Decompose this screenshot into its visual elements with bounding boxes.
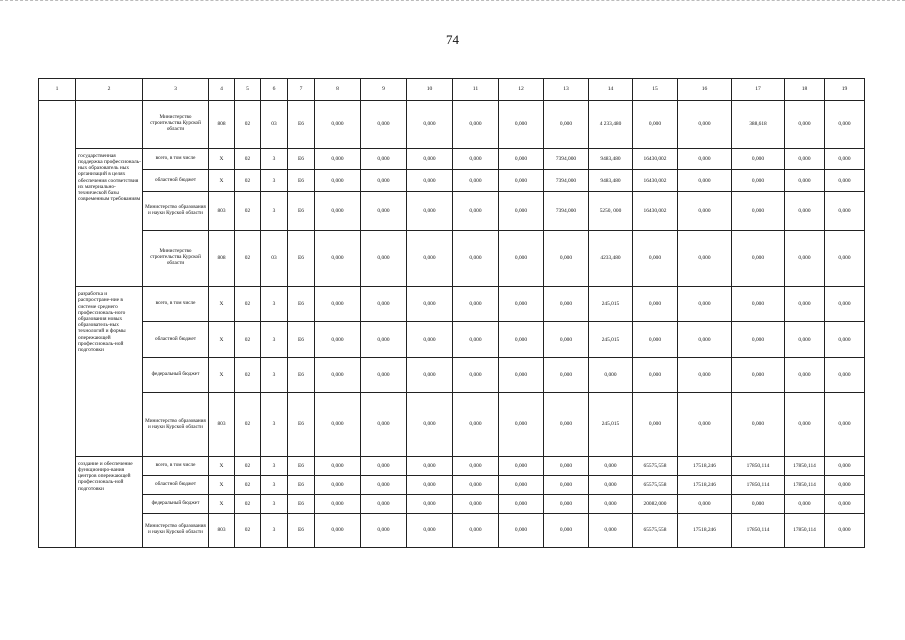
value-cell: 0,000 bbox=[315, 287, 361, 322]
column-1-cell bbox=[39, 357, 76, 392]
value-cell: 0,000 bbox=[825, 494, 865, 513]
value-cell: 4 233,480 bbox=[589, 101, 633, 149]
value-cell: 0,000 bbox=[678, 230, 732, 287]
value-cell: 9483,480 bbox=[589, 170, 633, 192]
column-header-7: 7 bbox=[288, 79, 315, 101]
value-cell: 0,000 bbox=[361, 475, 407, 494]
executor-cell: федеральный бюджет bbox=[143, 494, 209, 513]
column-header-8: 8 bbox=[315, 79, 361, 101]
value-cell: 0,000 bbox=[732, 191, 785, 230]
value-cell: 0,000 bbox=[825, 287, 865, 322]
value-cell: 0,000 bbox=[825, 170, 865, 192]
value-cell: 0,000 bbox=[633, 230, 678, 287]
value-cell: 0,000 bbox=[407, 170, 453, 192]
column-1-cell bbox=[39, 513, 76, 547]
value-cell: 65575,558 bbox=[633, 513, 678, 547]
column-header-12: 12 bbox=[499, 79, 544, 101]
value-cell: 0,000 bbox=[453, 148, 499, 170]
code-cell-c5: 02 bbox=[235, 287, 261, 322]
value-cell: 0,000 bbox=[407, 191, 453, 230]
value-cell: 0,000 bbox=[315, 456, 361, 475]
value-cell: 0,000 bbox=[315, 170, 361, 192]
value-cell: 0,000 bbox=[544, 475, 589, 494]
code-cell-c7: Е6 bbox=[288, 494, 315, 513]
table-row bbox=[39, 148, 865, 170]
value-cell: 5250, 000 bbox=[589, 191, 633, 230]
value-cell: 17850,114 bbox=[785, 456, 825, 475]
code-cell-c7: Е6 bbox=[288, 322, 315, 357]
table-row bbox=[39, 191, 865, 230]
value-cell: 0,000 bbox=[361, 357, 407, 392]
code-cell-c7: Е6 bbox=[288, 287, 315, 322]
value-cell: 0,000 bbox=[361, 101, 407, 149]
value-cell: 0,000 bbox=[453, 191, 499, 230]
value-cell: 0,000 bbox=[544, 101, 589, 149]
column-header-14: 14 bbox=[589, 79, 633, 101]
value-cell: 17850,114 bbox=[785, 475, 825, 494]
value-cell: 0,000 bbox=[499, 494, 544, 513]
value-cell: 0,000 bbox=[732, 148, 785, 170]
value-cell: 0,000 bbox=[361, 287, 407, 322]
column-1-cell bbox=[39, 494, 76, 513]
table-row bbox=[39, 101, 865, 149]
value-cell: 0,000 bbox=[825, 230, 865, 287]
value-cell: 0,000 bbox=[315, 322, 361, 357]
value-cell: 0,000 bbox=[678, 148, 732, 170]
value-cell: 0,000 bbox=[633, 287, 678, 322]
table-row bbox=[39, 475, 865, 494]
column-header-5: 5 bbox=[235, 79, 261, 101]
value-cell: 0,000 bbox=[732, 494, 785, 513]
value-cell: 0,000 bbox=[361, 494, 407, 513]
code-cell-c4: X bbox=[209, 475, 235, 494]
code-cell-c4: X bbox=[209, 322, 235, 357]
column-1-cell bbox=[39, 170, 76, 192]
code-cell-c4: 803 bbox=[209, 513, 235, 547]
value-cell: 388,618 bbox=[732, 101, 785, 149]
code-cell-c7: Е6 bbox=[288, 170, 315, 192]
measure-name bbox=[76, 101, 143, 149]
value-cell: 0,000 bbox=[453, 494, 499, 513]
table-row bbox=[39, 456, 865, 475]
code-cell-c7: Е6 bbox=[288, 230, 315, 287]
value-cell: 0,000 bbox=[361, 148, 407, 170]
value-cell: 0,000 bbox=[453, 357, 499, 392]
code-cell-c7: Е6 bbox=[288, 513, 315, 547]
executor-cell: всего, в том числе bbox=[143, 456, 209, 475]
value-cell: 0,000 bbox=[499, 101, 544, 149]
value-cell: 0,000 bbox=[453, 101, 499, 149]
code-cell-c5: 02 bbox=[235, 148, 261, 170]
value-cell: 0,000 bbox=[315, 393, 361, 457]
column-1-cell bbox=[39, 191, 76, 230]
value-cell: 0,000 bbox=[407, 148, 453, 170]
value-cell: 0,000 bbox=[407, 230, 453, 287]
value-cell: 0,000 bbox=[589, 357, 633, 392]
code-cell-c6: 3 bbox=[261, 148, 288, 170]
value-cell: 16430,002 bbox=[633, 170, 678, 192]
code-cell-c5: 02 bbox=[235, 230, 261, 287]
code-cell-c5: 02 bbox=[235, 322, 261, 357]
table-row bbox=[39, 393, 865, 457]
column-1-cell bbox=[39, 287, 76, 322]
value-cell: 0,000 bbox=[544, 287, 589, 322]
executor-cell: Министерство строительства Курской области bbox=[143, 230, 209, 287]
value-cell: 0,000 bbox=[589, 475, 633, 494]
executor-cell: всего, в том числе bbox=[143, 287, 209, 322]
value-cell: 7394,000 bbox=[544, 170, 589, 192]
budget-table bbox=[38, 78, 865, 548]
value-cell: 0,000 bbox=[453, 513, 499, 547]
value-cell: 0,000 bbox=[678, 287, 732, 322]
value-cell: 17518,246 bbox=[678, 456, 732, 475]
value-cell: 0,000 bbox=[678, 393, 732, 457]
value-cell: 0,000 bbox=[361, 170, 407, 192]
value-cell: 0,000 bbox=[407, 322, 453, 357]
value-cell: 0,000 bbox=[544, 513, 589, 547]
value-cell: 0,000 bbox=[315, 101, 361, 149]
executor-cell: областной бюджет bbox=[143, 322, 209, 357]
value-cell: 17850,114 bbox=[732, 475, 785, 494]
code-cell-c6: 3 bbox=[261, 456, 288, 475]
value-cell: 0,000 bbox=[361, 513, 407, 547]
column-1-cell bbox=[39, 230, 76, 287]
code-cell-c5: 02 bbox=[235, 475, 261, 494]
value-cell: 0,000 bbox=[407, 513, 453, 547]
code-cell-c4: 808 bbox=[209, 230, 235, 287]
value-cell: 0,000 bbox=[785, 322, 825, 357]
column-1-cell bbox=[39, 393, 76, 457]
value-cell: 0,000 bbox=[633, 357, 678, 392]
code-cell-c6: 03 bbox=[261, 101, 288, 149]
value-cell: 0,000 bbox=[315, 494, 361, 513]
code-cell-c4: 808 bbox=[209, 101, 235, 149]
value-cell: 0,000 bbox=[315, 148, 361, 170]
value-cell: 4233,480 bbox=[589, 230, 633, 287]
table-row bbox=[39, 230, 865, 287]
value-cell: 0,000 bbox=[732, 230, 785, 287]
value-cell: 0,000 bbox=[785, 357, 825, 392]
code-cell-c4: X bbox=[209, 170, 235, 192]
column-header-10: 10 bbox=[407, 79, 453, 101]
code-cell-c4: X bbox=[209, 287, 235, 322]
value-cell: 0,000 bbox=[785, 393, 825, 457]
value-cell: 0,000 bbox=[785, 148, 825, 170]
value-cell: 0,000 bbox=[361, 191, 407, 230]
code-cell-c7: Е6 bbox=[288, 456, 315, 475]
value-cell: 0,000 bbox=[407, 393, 453, 457]
code-cell-c4: 803 bbox=[209, 191, 235, 230]
value-cell: 0,000 bbox=[678, 494, 732, 513]
value-cell: 0,000 bbox=[453, 393, 499, 457]
value-cell: 0,000 bbox=[785, 230, 825, 287]
value-cell: 0,000 bbox=[633, 101, 678, 149]
value-cell: 0,000 bbox=[499, 170, 544, 192]
code-cell-c6: 3 bbox=[261, 494, 288, 513]
column-header-11: 11 bbox=[453, 79, 499, 101]
code-cell-c6: 3 bbox=[261, 191, 288, 230]
executor-cell: Министерство строительства Курской области bbox=[143, 101, 209, 149]
value-cell: 0,000 bbox=[732, 170, 785, 192]
code-cell-c7: Е6 bbox=[288, 475, 315, 494]
value-cell: 0,000 bbox=[499, 287, 544, 322]
code-cell-c6: 3 bbox=[261, 357, 288, 392]
column-header-17: 17 bbox=[732, 79, 785, 101]
value-cell: 16430,002 bbox=[633, 191, 678, 230]
table-row bbox=[39, 513, 865, 547]
column-header-15: 15 bbox=[633, 79, 678, 101]
value-cell: 0,000 bbox=[407, 475, 453, 494]
value-cell: 0,000 bbox=[544, 230, 589, 287]
code-cell-c4: X bbox=[209, 357, 235, 392]
executor-cell: областной бюджет bbox=[143, 475, 209, 494]
column-header-2: 2 bbox=[76, 79, 143, 101]
value-cell: 0,000 bbox=[825, 101, 865, 149]
value-cell: 0,000 bbox=[499, 357, 544, 392]
code-cell-c5: 02 bbox=[235, 494, 261, 513]
measure-name: создание и обеспечение функциониро-вания центров опережающей профессиональ-ной подготовки bbox=[76, 456, 143, 547]
value-cell: 0,000 bbox=[785, 287, 825, 322]
value-cell: 0,000 bbox=[361, 393, 407, 457]
value-cell: 0,000 bbox=[732, 357, 785, 392]
value-cell: 0,000 bbox=[499, 513, 544, 547]
value-cell: 0,000 bbox=[315, 357, 361, 392]
value-cell: 245,015 bbox=[589, 322, 633, 357]
value-cell: 0,000 bbox=[825, 475, 865, 494]
value-cell: 0,000 bbox=[315, 513, 361, 547]
value-cell: 0,000 bbox=[407, 101, 453, 149]
value-cell: 0,000 bbox=[544, 357, 589, 392]
value-cell: 0,000 bbox=[825, 148, 865, 170]
executor-cell: всего, в том числе bbox=[143, 148, 209, 170]
value-cell: 0,000 bbox=[589, 494, 633, 513]
column-header-3: 3 bbox=[143, 79, 209, 101]
page-number: 74 bbox=[446, 32, 459, 47]
code-cell-c4: X bbox=[209, 456, 235, 475]
value-cell: 0,000 bbox=[315, 230, 361, 287]
value-cell: 0,000 bbox=[453, 456, 499, 475]
value-cell: 0,000 bbox=[678, 357, 732, 392]
page-edge-line bbox=[0, 0, 905, 2]
value-cell: 0,000 bbox=[361, 322, 407, 357]
value-cell: 0,000 bbox=[825, 191, 865, 230]
value-cell: 17518,246 bbox=[678, 475, 732, 494]
code-cell-c6: 3 bbox=[261, 513, 288, 547]
code-cell-c5: 02 bbox=[235, 393, 261, 457]
measure-name: государственная поддержка профессиональ-ных образователь ных организаций в целях обеспечения соответствия их материально-технической базы современным требованиям bbox=[76, 148, 143, 286]
column-header-4: 4 bbox=[209, 79, 235, 101]
code-cell-c6: 3 bbox=[261, 170, 288, 192]
executor-cell: федеральный бюджет bbox=[143, 357, 209, 392]
value-cell: 0,000 bbox=[453, 170, 499, 192]
table-body bbox=[39, 79, 865, 548]
code-cell-c6: 3 bbox=[261, 322, 288, 357]
value-cell: 0,000 bbox=[544, 494, 589, 513]
value-cell: 0,000 bbox=[499, 475, 544, 494]
code-cell-c6: 3 bbox=[261, 393, 288, 457]
column-header-16: 16 bbox=[678, 79, 732, 101]
value-cell: 0,000 bbox=[732, 322, 785, 357]
value-cell: 65575,558 bbox=[633, 475, 678, 494]
column-header-18: 18 bbox=[785, 79, 825, 101]
code-cell-c5: 02 bbox=[235, 191, 261, 230]
code-cell-c4: 803 bbox=[209, 393, 235, 457]
code-cell-c7: Е6 bbox=[288, 191, 315, 230]
value-cell: 0,000 bbox=[633, 393, 678, 457]
value-cell: 0,000 bbox=[361, 456, 407, 475]
code-cell-c5: 02 bbox=[235, 170, 261, 192]
value-cell: 0,000 bbox=[315, 475, 361, 494]
value-cell: 0,000 bbox=[499, 230, 544, 287]
value-cell: 0,000 bbox=[785, 101, 825, 149]
value-cell: 16430,002 bbox=[633, 148, 678, 170]
code-cell-c4: X bbox=[209, 494, 235, 513]
value-cell: 0,000 bbox=[589, 456, 633, 475]
value-cell: 17850,114 bbox=[732, 513, 785, 547]
value-cell: 0,000 bbox=[453, 322, 499, 357]
budget-table-container bbox=[38, 78, 864, 548]
value-cell: 17850,114 bbox=[785, 513, 825, 547]
executor-cell: Министерство образования и науки Курской области bbox=[143, 191, 209, 230]
value-cell: 0,000 bbox=[678, 191, 732, 230]
value-cell: 0,000 bbox=[825, 322, 865, 357]
value-cell: 0,000 bbox=[544, 322, 589, 357]
value-cell: 0,000 bbox=[825, 513, 865, 547]
value-cell: 0,000 bbox=[407, 494, 453, 513]
value-cell: 0,000 bbox=[315, 191, 361, 230]
value-cell: 0,000 bbox=[825, 456, 865, 475]
value-cell: 0,000 bbox=[499, 191, 544, 230]
measure-name: разработка и распростране-ние в системе среднего профессиональ-ного образования новых образователь-ных технологий и формы опережающей профессиональ-ной подготовки bbox=[76, 287, 143, 457]
column-1-cell bbox=[39, 101, 76, 149]
value-cell: 0,000 bbox=[361, 230, 407, 287]
value-cell: 0,000 bbox=[633, 322, 678, 357]
value-cell: 0,000 bbox=[499, 322, 544, 357]
code-cell-c5: 02 bbox=[235, 357, 261, 392]
column-header-9: 9 bbox=[361, 79, 407, 101]
column-1-cell bbox=[39, 148, 76, 170]
value-cell: 0,000 bbox=[785, 494, 825, 513]
value-cell: 0,000 bbox=[499, 456, 544, 475]
column-header-6: 6 bbox=[261, 79, 288, 101]
value-cell: 65575,558 bbox=[633, 456, 678, 475]
value-cell: 0,000 bbox=[453, 475, 499, 494]
value-cell: 0,000 bbox=[785, 170, 825, 192]
value-cell: 0,000 bbox=[407, 357, 453, 392]
code-cell-c7: Е6 bbox=[288, 393, 315, 457]
value-cell: 245,015 bbox=[589, 287, 633, 322]
code-cell-c6: 3 bbox=[261, 475, 288, 494]
executor-cell: Министерство образования и науки Курской области bbox=[143, 393, 209, 457]
executor-cell: областной бюджет bbox=[143, 170, 209, 192]
value-cell: 9483,480 bbox=[589, 148, 633, 170]
value-cell: 0,000 bbox=[678, 101, 732, 149]
code-cell-c6: 3 bbox=[261, 287, 288, 322]
code-cell-c5: 02 bbox=[235, 513, 261, 547]
value-cell: 0,000 bbox=[499, 148, 544, 170]
value-cell: 0,000 bbox=[499, 393, 544, 457]
value-cell: 17850,114 bbox=[732, 456, 785, 475]
code-cell-c6: 03 bbox=[261, 230, 288, 287]
column-1-cell bbox=[39, 456, 76, 475]
table-row bbox=[39, 170, 865, 192]
code-cell-c5: 02 bbox=[235, 101, 261, 149]
executor-cell: Министерство образования и науки Курской области bbox=[143, 513, 209, 547]
value-cell: 0,000 bbox=[678, 170, 732, 192]
table-row bbox=[39, 357, 865, 392]
column-1-cell bbox=[39, 475, 76, 494]
value-cell: 0,000 bbox=[825, 357, 865, 392]
value-cell: 0,000 bbox=[544, 393, 589, 457]
value-cell: 7394,000 bbox=[544, 191, 589, 230]
column-header-19: 19 bbox=[825, 79, 865, 101]
value-cell: 0,000 bbox=[453, 230, 499, 287]
value-cell: 17518,246 bbox=[678, 513, 732, 547]
value-cell: 0,000 bbox=[589, 513, 633, 547]
value-cell: 7394,000 bbox=[544, 148, 589, 170]
value-cell: 20082,000 bbox=[633, 494, 678, 513]
code-cell-c7: Е6 bbox=[288, 101, 315, 149]
value-cell: 245,015 bbox=[589, 393, 633, 457]
value-cell: 0,000 bbox=[785, 191, 825, 230]
code-cell-c4: X bbox=[209, 148, 235, 170]
value-cell: 0,000 bbox=[678, 322, 732, 357]
header-row bbox=[39, 79, 865, 101]
code-cell-c7: Е6 bbox=[288, 148, 315, 170]
value-cell: 0,000 bbox=[825, 393, 865, 457]
value-cell: 0,000 bbox=[407, 287, 453, 322]
value-cell: 0,000 bbox=[732, 393, 785, 457]
value-cell: 0,000 bbox=[732, 287, 785, 322]
table-row bbox=[39, 322, 865, 357]
table-row bbox=[39, 494, 865, 513]
value-cell: 0,000 bbox=[407, 456, 453, 475]
column-header-1: 1 bbox=[39, 79, 76, 101]
code-cell-c7: Е6 bbox=[288, 357, 315, 392]
table-row bbox=[39, 287, 865, 322]
code-cell-c5: 02 bbox=[235, 456, 261, 475]
column-header-13: 13 bbox=[544, 79, 589, 101]
value-cell: 0,000 bbox=[453, 287, 499, 322]
column-1-cell bbox=[39, 322, 76, 357]
value-cell: 0,000 bbox=[544, 456, 589, 475]
